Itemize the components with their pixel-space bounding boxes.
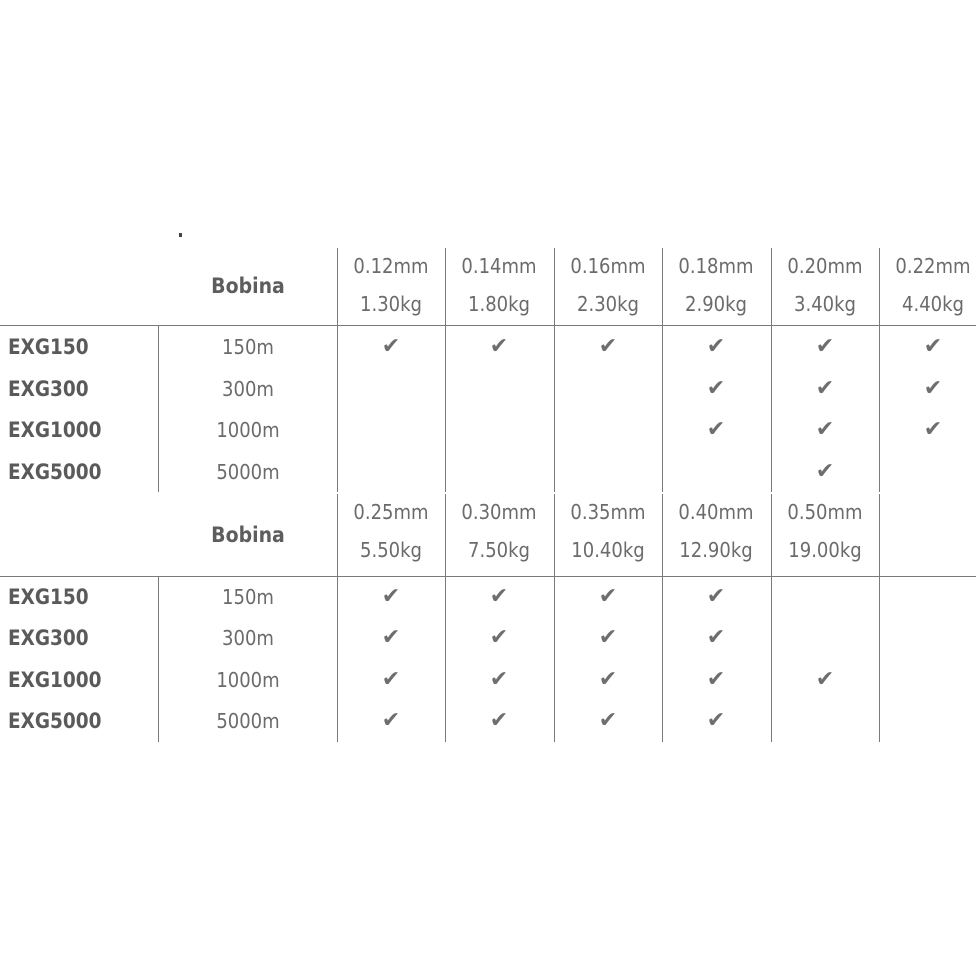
column-strength-header: 10.40kg (571, 538, 645, 562)
column-strength-header: 12.90kg (679, 538, 753, 562)
availability-check-icon: ✔ (815, 667, 835, 692)
availability-check-icon: ✔ (489, 334, 509, 359)
column-strength-header: 1.30kg (360, 292, 422, 316)
availability-check-icon: ✔ (706, 625, 726, 650)
column-divider (337, 494, 338, 742)
model-name: EXG300 (8, 626, 89, 650)
availability-check-icon: ✔ (815, 417, 835, 442)
availability-check-icon: ✔ (598, 334, 618, 359)
spool-length: 300m (222, 626, 274, 650)
bobina-label: Bobina (211, 522, 285, 547)
model-divider (158, 577, 159, 742)
column-divider (445, 248, 446, 492)
spool-length: 1000m (216, 668, 280, 692)
model-name: EXG150 (8, 585, 89, 609)
model-name: EXG300 (8, 377, 89, 401)
column-divider (879, 248, 880, 492)
column-strength-header: 19.00kg (788, 538, 862, 562)
availability-check-icon: ✔ (489, 708, 509, 733)
column-strength-header: 7.50kg (468, 538, 530, 562)
column-divider (771, 248, 772, 492)
header-divider (0, 325, 976, 326)
availability-check-icon: ✔ (598, 584, 618, 609)
availability-check-icon: ✔ (815, 376, 835, 401)
spool-length: 150m (222, 335, 274, 359)
availability-check-icon: ✔ (706, 584, 726, 609)
column-strength-header: 4.40kg (902, 292, 964, 316)
column-divider (771, 494, 772, 742)
column-strength-header: 5.50kg (360, 538, 422, 562)
availability-check-icon: ✔ (815, 334, 835, 359)
spool-length: 150m (222, 585, 274, 609)
column-strength-header: 2.90kg (685, 292, 747, 316)
column-size-header: 0.22mm (895, 254, 971, 278)
column-divider (554, 248, 555, 492)
availability-check-icon: ✔ (381, 625, 401, 650)
availability-check-icon: ✔ (706, 334, 726, 359)
column-size-header: 0.35mm (570, 500, 646, 524)
availability-check-icon: ✔ (598, 708, 618, 733)
column-divider (445, 494, 446, 742)
availability-check-icon: ✔ (923, 376, 943, 401)
availability-check-icon: ✔ (923, 334, 943, 359)
column-size-header: 0.40mm (678, 500, 754, 524)
column-size-header: 0.12mm (353, 254, 429, 278)
availability-check-icon: ✔ (381, 334, 401, 359)
spool-length: 5000m (216, 460, 280, 484)
column-size-header: 0.20mm (787, 254, 863, 278)
availability-check-icon: ✔ (381, 584, 401, 609)
availability-check-icon: ✔ (489, 667, 509, 692)
availability-check-icon: ✔ (706, 667, 726, 692)
column-size-header: 0.16mm (570, 254, 646, 278)
model-name: EXG1000 (8, 668, 102, 692)
availability-check-icon: ✔ (706, 376, 726, 401)
model-name: EXG5000 (8, 709, 102, 733)
column-size-header: 0.30mm (461, 500, 537, 524)
availability-check-icon: ✔ (706, 708, 726, 733)
column-size-header: 0.50mm (787, 500, 863, 524)
column-strength-header: 2.30kg (577, 292, 639, 316)
column-strength-header: 3.40kg (794, 292, 856, 316)
model-divider (158, 326, 159, 492)
bobina-label: Bobina (211, 274, 285, 298)
model-name: EXG150 (8, 335, 89, 359)
spool-length: 5000m (216, 709, 280, 733)
availability-check-icon: ✔ (598, 667, 618, 692)
spool-length: 300m (222, 377, 274, 401)
column-divider (554, 494, 555, 742)
column-divider (879, 494, 880, 742)
model-name: EXG5000 (8, 460, 102, 484)
column-size-header: 0.18mm (678, 254, 754, 278)
availability-check-icon: ✔ (706, 417, 726, 442)
model-name: EXG1000 (8, 418, 102, 442)
availability-check-icon: ✔ (815, 459, 835, 484)
column-divider (337, 248, 338, 492)
header-divider (0, 576, 976, 577)
column-divider (662, 494, 663, 742)
column-size-header: 0.14mm (461, 254, 537, 278)
availability-check-icon: ✔ (489, 584, 509, 609)
availability-check-icon: ✔ (923, 417, 943, 442)
spool-length: 1000m (216, 418, 280, 442)
availability-check-icon: ✔ (598, 625, 618, 650)
column-size-header: 0.25mm (353, 500, 429, 524)
stray-dot (179, 233, 182, 237)
availability-check-icon: ✔ (381, 708, 401, 733)
availability-check-icon: ✔ (381, 667, 401, 692)
column-strength-header: 1.80kg (468, 292, 530, 316)
availability-check-icon: ✔ (489, 625, 509, 650)
column-divider (662, 248, 663, 492)
